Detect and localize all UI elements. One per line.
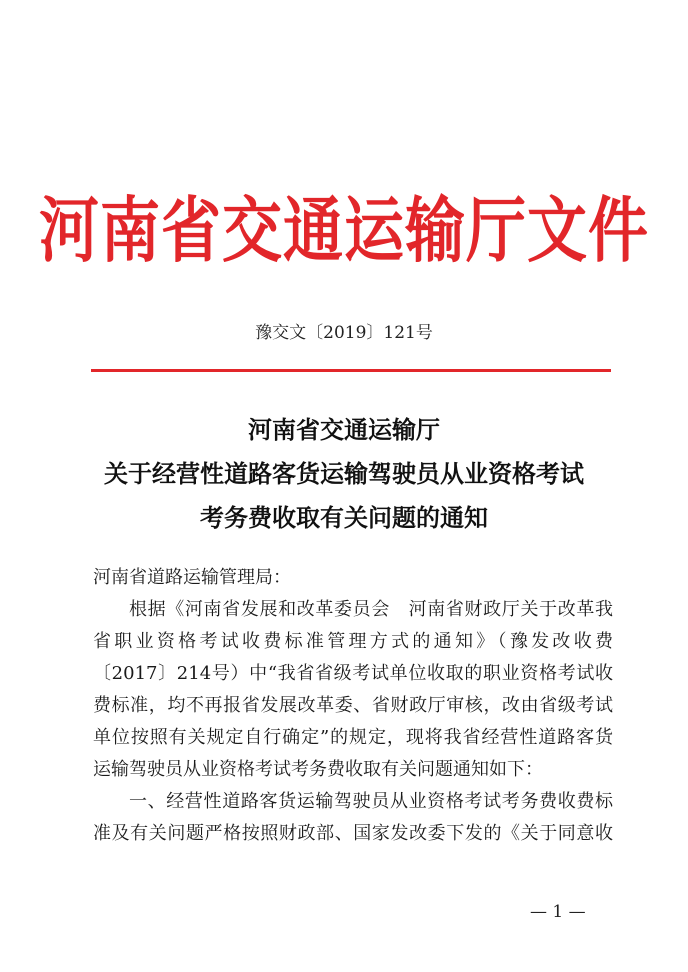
notice-title-line-3: 考务费收取有关问题的通知 xyxy=(200,503,488,532)
addressee: 河南省道路运输管理局： xyxy=(93,567,291,588)
notice-title-line-1: 河南省交通运输厅 xyxy=(248,415,440,444)
notice-title-line-2: 关于经营性道路客货运输驾驶员从业资格考试 xyxy=(104,459,584,488)
paragraph-2-line: 准及有关问题严格按照财政部、国家发改委下发的《关于同意收 xyxy=(93,823,613,844)
paragraph-1-line: 费标准，均不再报省发展改革委、省财政厅审核，改由省级考试 xyxy=(93,695,613,716)
document-header-title: 河南省交通运输厅文件 xyxy=(39,190,649,273)
paragraph-1-line: 运输驾驶员从业资格考试考务费收取有关问题通知如下： xyxy=(93,759,543,780)
notice-title xyxy=(0,408,688,540)
red-divider-line xyxy=(91,369,611,372)
paragraph-1-line: 根据《河南省发展和改革委员会 河南省财政厅关于改革我 xyxy=(129,599,613,620)
notice-body xyxy=(93,562,613,850)
document-number: 豫交文〔2019〕121号 xyxy=(255,323,433,343)
paragraph-1-line: 省职业资格考试收费标准管理方式的通知》（豫发改收费 xyxy=(93,631,613,652)
paragraph-1-line: 单位按照有关规定自行确定”的规定，现将我省经营性道路客货 xyxy=(93,727,613,748)
page-number: — 1 — xyxy=(530,902,586,922)
paragraph-1-line: 〔2017〕214号）中“我省省级考试单位收取的职业资格考试收 xyxy=(93,663,613,684)
paragraph-2-line: 一、经营性道路客货运输驾驶员从业资格考试考务费收费标 xyxy=(129,791,613,812)
